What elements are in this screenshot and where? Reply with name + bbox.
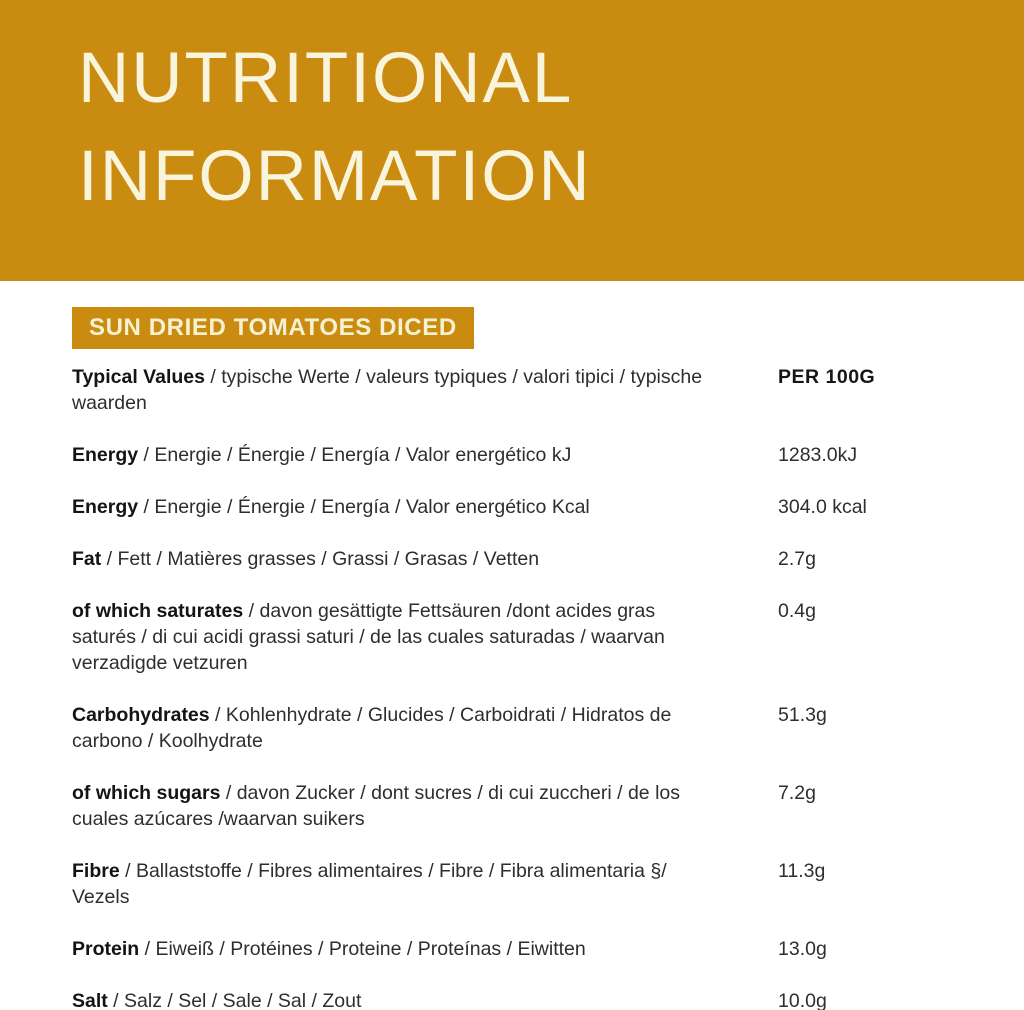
table-row-energy-kj [72, 442, 952, 468]
header-label-rest: / typische Werte / valeurs typiques / valori tipici / typische waarden [72, 366, 703, 414]
row-label [72, 702, 714, 754]
row-label-rest: / Salz / Sel / Sale / Sal / Zout [107, 990, 362, 1010]
nutrition-banner [0, 0, 1024, 281]
row-label-bold: Fibre [72, 860, 120, 882]
row-label-rest: / davon gesättigte Fettsäuren /dont acides gras saturés / di cui acidi grassi saturi / de las cuales saturadas / waarvan verzadigde vetzuren [72, 600, 665, 674]
row-label [72, 442, 714, 468]
row-label-bold: Carbohydrates [72, 704, 210, 726]
row-label [72, 988, 714, 1010]
row-value: 0.4g [778, 600, 816, 622]
header-label-bold: Typical Values [72, 366, 205, 388]
table-row-carbohydrates [72, 702, 952, 754]
row-label [72, 546, 714, 572]
row-label [72, 936, 714, 962]
per-100g-header: PER 100G [778, 366, 876, 388]
row-value: 51.3g [778, 704, 827, 726]
banner-title-line2: INFORMATION [78, 137, 592, 216]
label-content [0, 281, 1024, 1010]
header-label [72, 364, 714, 416]
product-badge: SUN DRIED TOMATOES DICED [72, 307, 474, 349]
table-row-protein [72, 936, 952, 962]
table-row-energy-kcal [72, 494, 952, 520]
row-label-rest: / Energie / Énergie / Energía / Valor energético kJ [138, 444, 572, 466]
row-label-bold: Energy [72, 496, 139, 518]
row-label [72, 494, 714, 520]
row-value: 13.0g [778, 938, 827, 960]
table-row-fibre [72, 858, 952, 910]
row-label [72, 598, 714, 676]
row-label-bold: of which saturates [72, 600, 244, 622]
row-label-rest: / Fett / Matières grasses / Grassi / Grasas / Vetten [101, 548, 540, 570]
row-label-bold: Protein [72, 938, 140, 960]
row-label-rest: / Kohlenhydrate / Glucides / Carboidrati / Hidratos de carbono / Koolhydrate [72, 704, 672, 752]
nutrition-table [72, 364, 952, 1010]
row-label-bold: of which sugars [72, 782, 221, 804]
row-value: 2.7g [778, 548, 816, 570]
table-header-row [72, 364, 952, 416]
row-value: 1283.0kJ [778, 444, 858, 466]
table-row-saturates [72, 598, 952, 676]
row-value: 10.0g [778, 990, 827, 1010]
table-row-fat [72, 546, 952, 572]
row-value: 11.3g [778, 860, 826, 882]
row-label [72, 858, 714, 910]
row-label-bold: Salt [72, 990, 108, 1010]
row-label-rest: / Eiweiß / Protéines / Proteine / Proteínas / Eiwitten [139, 938, 586, 960]
row-value: 7.2g [778, 782, 816, 804]
table-row-sugars [72, 780, 952, 832]
table-row-salt [72, 988, 952, 1010]
row-label-bold: Fat [72, 548, 102, 570]
row-label-rest: / Energie / Énergie / Energía / Valor energético Kcal [138, 496, 590, 518]
row-label-rest: / Ballaststoffe / Fibres alimentaires / Fibre / Fibra alimentaria §/ Vezels [72, 860, 667, 908]
row-value: 304.0 kcal [778, 496, 867, 518]
row-label-rest: / davon Zucker / dont sucres / di cui zuccheri / de los cuales azúcares /waarvan suikers [72, 782, 680, 830]
row-label-bold: Energy [72, 444, 139, 466]
banner-title-line1: NUTRITIONAL [78, 39, 574, 118]
row-label [72, 780, 714, 832]
